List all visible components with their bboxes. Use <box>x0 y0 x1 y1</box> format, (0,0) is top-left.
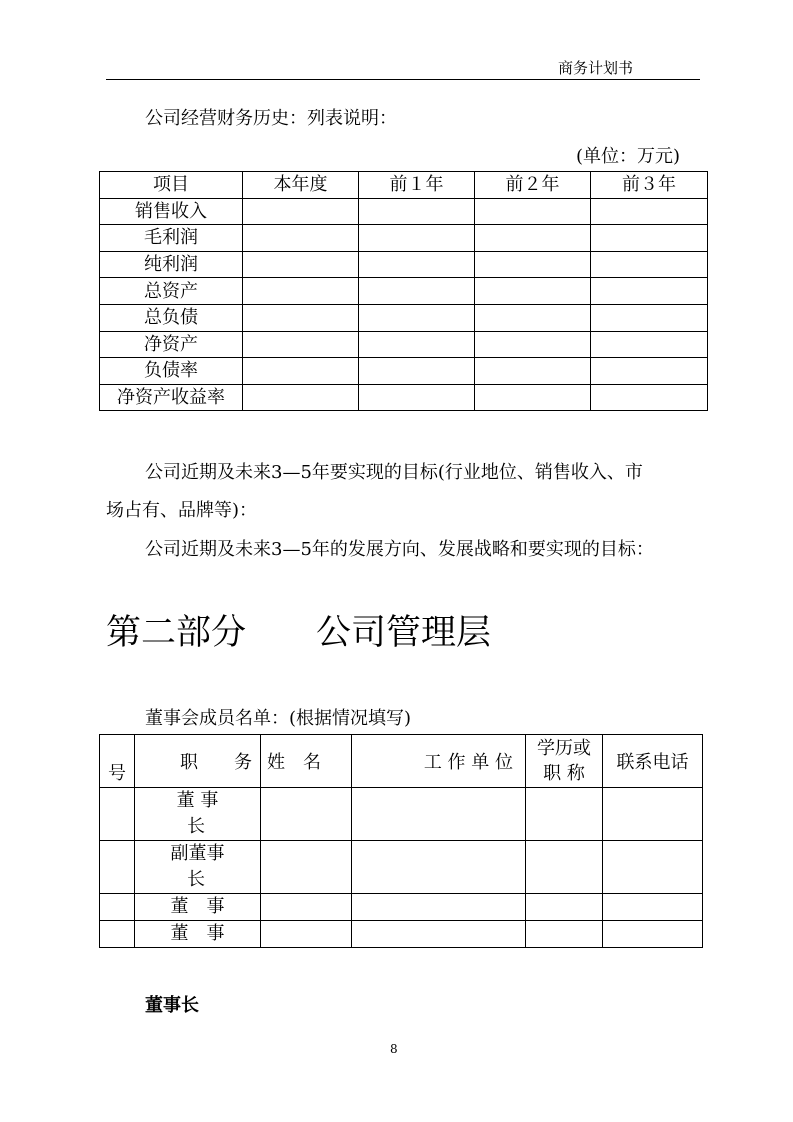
col-position-header: 职 务 <box>135 735 261 788</box>
board-position-line-2: 长 <box>187 869 205 890</box>
finance-table <box>99 171 708 411</box>
finance-row-label: 负债率 <box>100 358 243 385</box>
finance-intro: 公司经营财务历史：列表说明： <box>145 108 397 129</box>
board-cell <box>526 894 603 921</box>
col-edu-line-1: 学历或 <box>537 738 591 759</box>
finance-cell <box>475 304 591 331</box>
board-cell <box>352 921 526 948</box>
board-cell <box>526 841 603 894</box>
finance-header-cell: 本年度 <box>243 172 359 199</box>
finance-header-cell: 前３年 <box>591 172 708 199</box>
unit-label: (单位：万元) <box>576 146 681 167</box>
finance-cell <box>591 198 708 225</box>
board-row <box>100 921 703 948</box>
col-phone-header: 联系电话 <box>603 735 703 788</box>
board-position-cell <box>135 894 261 921</box>
board-no-cell <box>100 841 135 894</box>
board-position-cell <box>135 788 261 841</box>
board-cell <box>603 894 703 921</box>
board-row <box>100 894 703 921</box>
finance-cell <box>591 384 708 411</box>
board-cell <box>261 921 352 948</box>
goals-line-2: 场占有、品牌等)： <box>106 500 258 521</box>
finance-cell <box>591 358 708 385</box>
finance-cell <box>243 225 359 252</box>
finance-header-cell: 项目 <box>100 172 243 199</box>
finance-row <box>100 198 708 225</box>
board-position-line-1: 董 事 <box>170 923 225 944</box>
finance-cell <box>359 225 475 252</box>
goals-line-3: 公司近期及未来3—5年的发展方向、发展战略和要实现的目标： <box>145 539 654 560</box>
finance-row-label: 净资产收益率 <box>100 384 243 411</box>
finance-cell <box>475 384 591 411</box>
finance-cell <box>243 358 359 385</box>
board-position-line-2: 长 <box>187 816 205 837</box>
chairman-heading: 董事长 <box>145 995 199 1016</box>
board-position-line-1: 副董事 <box>170 843 225 864</box>
finance-cell <box>359 331 475 358</box>
board-cell <box>526 788 603 841</box>
board-position-cell <box>135 921 261 948</box>
goals-line-1: 公司近期及未来3—5年要实现的目标(行业地位、销售收入、市 <box>145 462 643 483</box>
board-position-cell <box>135 841 261 894</box>
finance-header-row <box>100 172 708 199</box>
finance-cell <box>591 278 708 305</box>
board-no-cell <box>100 788 135 841</box>
finance-row-label: 净资产 <box>100 331 243 358</box>
finance-row <box>100 331 708 358</box>
board-cell <box>352 894 526 921</box>
header-title: 商务计划书 <box>558 59 634 77</box>
finance-header-cell: 前１年 <box>359 172 475 199</box>
finance-cell <box>243 278 359 305</box>
finance-cell <box>243 304 359 331</box>
finance-row <box>100 358 708 385</box>
finance-cell <box>359 278 475 305</box>
col-edu-line-2: 职 称 <box>543 763 585 784</box>
part2-title: 第二部分 公司管理层 <box>106 613 492 653</box>
board-row <box>100 841 703 894</box>
finance-cell <box>475 331 591 358</box>
finance-row <box>100 251 708 278</box>
finance-cell <box>243 198 359 225</box>
finance-cell <box>475 198 591 225</box>
board-cell <box>261 788 352 841</box>
board-cell <box>352 841 526 894</box>
finance-cell <box>475 225 591 252</box>
finance-cell <box>359 358 475 385</box>
finance-row-label: 纯利润 <box>100 251 243 278</box>
board-no-cell <box>100 894 135 921</box>
board-table <box>99 734 703 948</box>
finance-row <box>100 304 708 331</box>
finance-row-label: 销售收入 <box>100 198 243 225</box>
board-cell <box>603 921 703 948</box>
finance-row <box>100 225 708 252</box>
finance-cell <box>243 331 359 358</box>
board-row <box>100 788 703 841</box>
finance-row-label: 总负债 <box>100 304 243 331</box>
finance-cell <box>359 304 475 331</box>
finance-cell <box>243 251 359 278</box>
finance-cell <box>475 251 591 278</box>
board-position-line-1: 董 事 <box>170 896 225 917</box>
board-cell <box>261 841 352 894</box>
finance-header-cell: 前２年 <box>475 172 591 199</box>
board-cell <box>261 894 352 921</box>
finance-cell <box>475 358 591 385</box>
finance-cell <box>359 384 475 411</box>
finance-row <box>100 384 708 411</box>
board-cell <box>603 841 703 894</box>
board-no-cell <box>100 921 135 948</box>
finance-cell <box>359 251 475 278</box>
col-unit-header: 工 作 单 位 <box>352 735 526 788</box>
board-cell <box>526 921 603 948</box>
col-no-header: 号 <box>100 735 135 788</box>
header-rule <box>106 79 700 80</box>
finance-row-label: 总资产 <box>100 278 243 305</box>
board-cell <box>352 788 526 841</box>
board-position-line-1: 董 事 <box>176 790 219 811</box>
finance-cell <box>243 384 359 411</box>
col-edu-header <box>526 735 603 788</box>
col-name-header: 姓 名 <box>261 735 352 788</box>
finance-cell <box>359 198 475 225</box>
finance-cell <box>591 251 708 278</box>
page-number: 8 <box>390 1042 398 1056</box>
finance-cell <box>475 278 591 305</box>
finance-row <box>100 278 708 305</box>
board-cell <box>603 788 703 841</box>
board-intro: 董事会成员名单：(根据情况填写) <box>145 708 412 729</box>
finance-row-label: 毛利润 <box>100 225 243 252</box>
finance-cell <box>591 225 708 252</box>
finance-cell <box>591 331 708 358</box>
finance-cell <box>591 304 708 331</box>
